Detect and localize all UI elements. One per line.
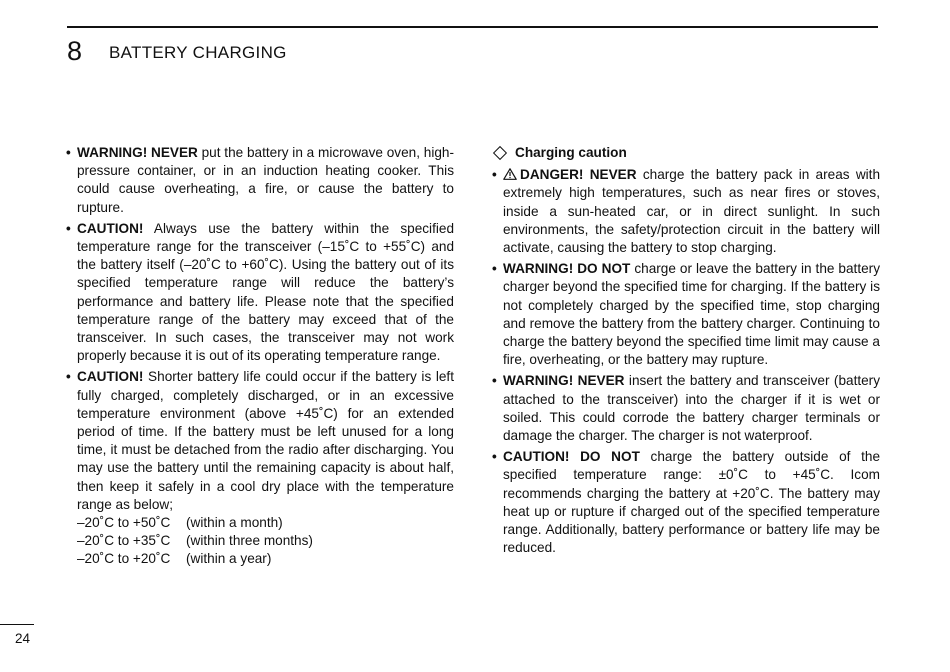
bullet-icon: • [492, 261, 497, 277]
item-lead: CAUTION! [77, 369, 144, 385]
caution-storage-item [66, 368, 454, 568]
temp-range: –20˚C to +20˚C [77, 551, 171, 567]
item-text: insert the battery and transceiver (battery attached to the transceiver) into the charger if it is wet or soiled. This could corrode the battery charger terminals or damage the charger. The charger is not waterproof. [503, 373, 881, 444]
storage-temp-row [77, 532, 454, 550]
bullet-icon: • [492, 449, 497, 465]
right-column [492, 144, 880, 560]
bullet-icon: • [492, 373, 497, 389]
caution-charge-temp-item [492, 448, 880, 557]
footer-rule [0, 624, 34, 625]
temp-period: (within a year) [186, 551, 272, 567]
header-rule [67, 26, 878, 28]
chapter-title: BATTERY CHARGING [109, 43, 287, 62]
storage-temp-row [77, 550, 454, 568]
left-column [66, 144, 454, 572]
page-number: 24 [15, 631, 31, 646]
warning-microwave-item [66, 144, 454, 217]
item-lead: CAUTION! [77, 220, 144, 236]
temp-range: –20˚C to +35˚C [77, 533, 171, 549]
bullet-icon: • [66, 220, 71, 236]
item-text: Always use the battery within the specified temperature range for the transceiver (–15˚C to +55˚C) and the battery itself (–20˚C to +60˚C). Using the battery out of its specified temperature range will reduce the battery’s performance and battery life. Please note that the specified temperature range of the battery may exceed that of the transceiver. In such cases, the transceiver may not work properly because it is out of its operating temperature range. [77, 220, 454, 364]
charging-caution-heading [492, 144, 880, 162]
danger-high-temp-item [492, 166, 880, 257]
temp-period: (within a month) [186, 515, 283, 531]
item-text: charge the battery pack in areas with extremely high temperatures, such as near fires or stoves, inside a sun-heated car, or in direct sunlight. In such environments, the safety/protection circuit in the battery will activate, causing the battery to stop charging. [503, 167, 881, 256]
caution-temperature-item [66, 220, 454, 366]
temp-period: (within three months) [186, 533, 313, 549]
chapter-number: 8 [67, 36, 83, 66]
temp-range: –20˚C to +50˚C [77, 515, 171, 531]
bullet-icon: • [66, 145, 71, 160]
bullet-icon: • [492, 167, 497, 183]
item-text: charge the battery outside of the specified temperature range: ±0˚C to +45˚C. Icom recommends charging the battery at +20˚C. The battery may heat up or rupture if charged out of the specified temperature range. Additionally, battery performance or battery life may be reduced. [503, 449, 881, 556]
item-text: put the battery in a microwave oven, high-pressure container, or in an induction heating cooker. This could cause overheating, a fire, or cause the battery to rupture. [77, 145, 454, 215]
warning-wet-item [492, 372, 880, 445]
item-text: charge or leave the battery in the battery charger beyond the specified time for charging. If the battery is not completely charged by the specified time, stop charging and remove the battery from the battery charger. Continuing to charge the battery beyond the specified time limit may cause a fire, overheating, or the battery may rupture. [503, 261, 880, 368]
item-lead: WARNING! NEVER [77, 145, 198, 160]
diamond-outline-icon [493, 146, 507, 160]
warning-charge-time-item [492, 260, 880, 369]
item-text: Shorter battery life could occur if the battery is left fully charged, completely discharged, or in an excessive temperature environment (above +45˚C) for an extended period of time. If the battery must be left unused for a long time, it must be detached from the radio after discharging. You may use the battery until the remaining capacity is about half, then keep it safely in a cool dry place with the temperature range as below; [77, 369, 454, 512]
warning-triangle-icon [503, 168, 517, 180]
item-lead: DANGER! NEVER [520, 167, 637, 183]
subheading-text: Charging caution [515, 145, 627, 160]
item-lead: WARNING! NEVER [503, 373, 625, 389]
item-lead: CAUTION! DO NOT [503, 449, 640, 465]
item-lead: WARNING! DO NOT [503, 261, 631, 277]
storage-temp-row [77, 514, 454, 532]
bullet-icon: • [66, 369, 71, 385]
